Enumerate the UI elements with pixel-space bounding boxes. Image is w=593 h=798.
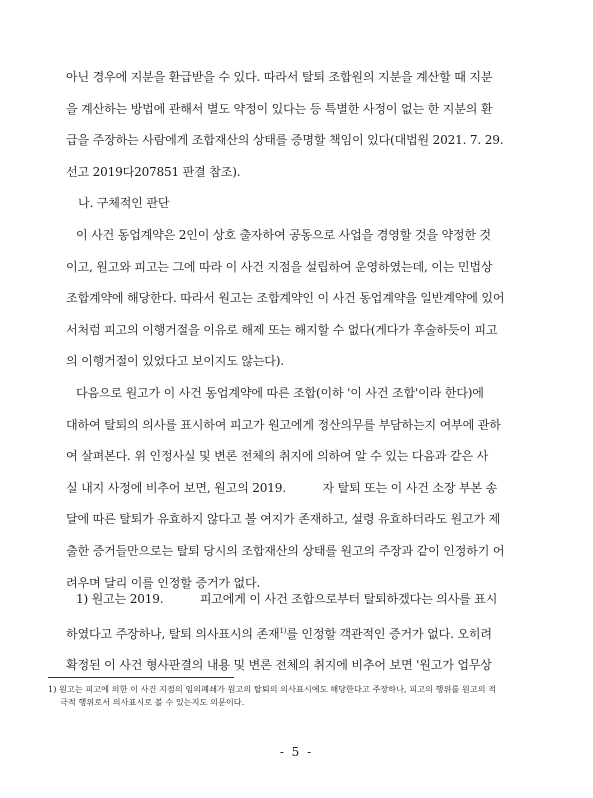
footnote [48, 683, 548, 709]
paragraph-4 [66, 584, 542, 682]
text-line: 선고 2019다207851 판결 참조). [66, 164, 241, 179]
text-line: 을 계산하는 방법에 관해서 별도 약정이 있다는 등 특별한 사정이 없는 한 지분의 환 [66, 101, 493, 116]
text-line: 려우며 달리 이를 인정할 증거가 없다. [66, 575, 261, 590]
footnote-line: 1) 원고는 피고에 의한 이 사건 지점의 임의폐쇄가 원고의 탈퇴의 의사표시에도 해당한다고 주장하나, 피고의 행위를 원고의 적 [48, 684, 497, 694]
text-line: 대하여 탈퇴의 의사를 표시하여 피고가 원고에게 정산의무를 부담하는지 여부에 관하 [66, 417, 501, 432]
text-line: 서처럼 피고의 이행거절을 이유로 해제 또는 해지할 수 없다(게다가 후술하듯이 피고 [66, 322, 498, 337]
text-line [66, 616, 542, 651]
paragraph-3 [66, 378, 542, 599]
text-line: 여 살펴본다. 위 인정사실 및 변론 전체의 취지에 의하여 알 수 있는 다음과 같은 사 [66, 449, 489, 464]
text-line: 이고, 원고와 피고는 그에 따라 이 사건 지점을 설립하여 운영하였는데, 이는 민법상 [66, 259, 493, 274]
text-line: 출한 증거들만으로는 탈퇴 당시의 조합재산의 상태를 원고의 주장과 같이 인정하기 어 [66, 543, 505, 558]
text-line: 아닌 경우에 지분을 환급받을 수 있다. 따라서 탈퇴 조합원의 지분을 계산할 때 지분 [66, 70, 493, 84]
text-line: 1) 원고는 2019. 피고에게 이 사건 조합으로부터 탈퇴하겠다는 의사를 표시 [76, 592, 498, 606]
text-line: 달에 따른 탈퇴가 유효하지 않다고 볼 여지가 존재하고, 설령 유효하더라도 원고가 제 [66, 512, 501, 527]
text-line: 실 내지 사정에 비추어 보면, 원고의 2019. 자 탈퇴 또는 이 사건 소장 부본 송 [66, 480, 498, 495]
heading-text: 나. 구체적인 판단 [78, 196, 170, 210]
footnote-line: 극적 행위로서 의사표시로 볼 수 있는지도 의문이다. [60, 697, 245, 707]
text-segment: 를 인정할 객관적인 증거가 없다. 오히려 [286, 626, 492, 641]
text-line: 다음으로 원고가 이 사건 동업계약에 따른 조합(이하 '이 사건 조합'이라 한다)에 [76, 386, 484, 400]
text-line: 이 사건 동업계약은 2인이 상호 출자하여 공동으로 사업을 경영할 것을 약정한 것 [76, 228, 492, 242]
page-number: - 5 - [279, 745, 314, 759]
text-line: 급을 주장하는 사람에게 조합재산의 상태를 증명할 책임이 있다(대법원 2021. 7. 29. [66, 133, 504, 148]
paragraph-1 [66, 62, 542, 188]
footnote-divider [48, 677, 234, 678]
section-heading [78, 188, 554, 220]
paragraph-2 [66, 220, 542, 378]
text-line: 의 이행거절이 있었다고 보이지도 않는다). [66, 354, 284, 369]
footnote-ref[interactable]: 1) [279, 626, 287, 635]
text-line: 확정된 이 사건 형사판결의 내용 및 변론 전체의 취지에 비추어 보면 '원고가 업무상 [66, 658, 492, 673]
text-segment: 하였다고 주장하나, 탈퇴 의사표시의 존재 [66, 626, 280, 641]
text-line: 조합계약에 해당한다. 따라서 원고는 조합계약인 이 사건 동업계약을 일반계약에 있어 [66, 291, 505, 306]
